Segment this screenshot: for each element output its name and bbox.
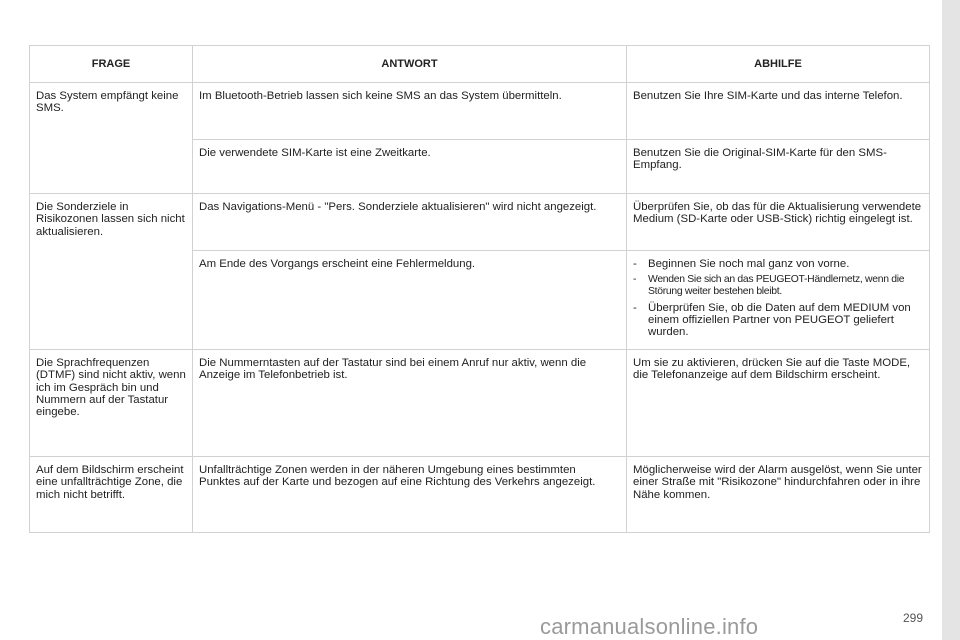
faq-table xyxy=(29,45,930,533)
bullet-item xyxy=(633,274,923,297)
header-abhilfe: ABHILFE xyxy=(627,46,930,83)
table-row xyxy=(30,83,930,140)
watermark: carmanualsonline.info xyxy=(540,614,759,639)
bullet-text: Beginnen Sie noch mal ganz von vorne. xyxy=(648,258,850,270)
bullet-text: Wenden Sie sich an das PEUGEOT-Händlernetz, wenn die Störung weiter bestehen bleibt. xyxy=(648,274,905,297)
table-row xyxy=(30,456,930,532)
page-edge-strip xyxy=(942,0,960,640)
remedy-cell: Möglicherweise wird der Alarm ausgelöst, wenn Sie unter einer Straße mit "Risikozone" hindurchfahren oder in ihre Nähe kommen. xyxy=(627,456,930,532)
answer-cell: Am Ende des Vorgangs erscheint eine Fehlermeldung. xyxy=(193,251,627,350)
answer-cell: Im Bluetooth-Betrieb lassen sich keine SMS an das System übermitteln. xyxy=(193,83,627,140)
answer-cell: Die Nummerntasten auf der Tastatur sind bei einem Anruf nur aktiv, wenn die Anzeige im Telefonbetrieb ist. xyxy=(193,349,627,456)
question-cell: Die Sonderziele in Risikozonen lassen sich nicht aktualisieren. xyxy=(30,194,193,350)
question-cell: Auf dem Bildschirm erscheint eine unfallträchtige Zone, die mich nicht betrifft. xyxy=(30,456,193,532)
answer-cell: Unfallträchtige Zonen werden in der näheren Umgebung eines bestimmten Punktes auf der Karte und bezogen auf eine Richtung des Verkehrs angezeigt. xyxy=(193,456,627,532)
table-row xyxy=(30,194,930,251)
page-number: 299 xyxy=(903,611,924,625)
bullet-dash: - xyxy=(633,301,637,314)
bullet-item xyxy=(633,302,923,339)
answer-cell: Die verwendete SIM-Karte ist eine Zweitkarte. xyxy=(193,140,627,194)
answer-cell: Das Navigations-Menü - "Pers. Sonderziele aktualisieren" wird nicht angezeigt. xyxy=(193,194,627,251)
remedy-cell: Benutzen Sie Ihre SIM-Karte und das interne Telefon. xyxy=(627,83,930,140)
remedy-cell: Überprüfen Sie, ob das für die Aktualisierung verwendete Medium (SD-Karte oder USB-Stick) richtig eingelegt ist. xyxy=(627,194,930,251)
table-header-row xyxy=(30,46,930,83)
bullet-text: Überprüfen Sie, ob die Daten auf dem MEDIUM von einem offiziellen Partner von PEUGEOT geliefert wurden. xyxy=(648,301,911,339)
question-cell: Das System empfängt keine SMS. xyxy=(30,83,193,194)
bullet-item xyxy=(633,258,923,270)
question-cell: Die Sprachfrequenzen (DTMF) sind nicht aktiv, wenn ich im Gespräch bin und Nummern auf der Tastatur eingebe. xyxy=(30,349,193,456)
bullet-dash: - xyxy=(633,274,637,286)
table-row xyxy=(30,349,930,456)
header-antwort: ANTWORT xyxy=(193,46,627,83)
remedy-cell: Benutzen Sie die Original-SIM-Karte für den SMS-Empfang. xyxy=(627,140,930,194)
bullet-dash: - xyxy=(633,258,637,270)
remedy-list-cell xyxy=(627,251,930,350)
header-frage: FRAGE xyxy=(30,46,193,83)
remedy-cell: Um sie zu aktivieren, drücken Sie auf die Taste MODE, die Telefonanzeige auf dem Bildschirm erscheint. xyxy=(627,349,930,456)
